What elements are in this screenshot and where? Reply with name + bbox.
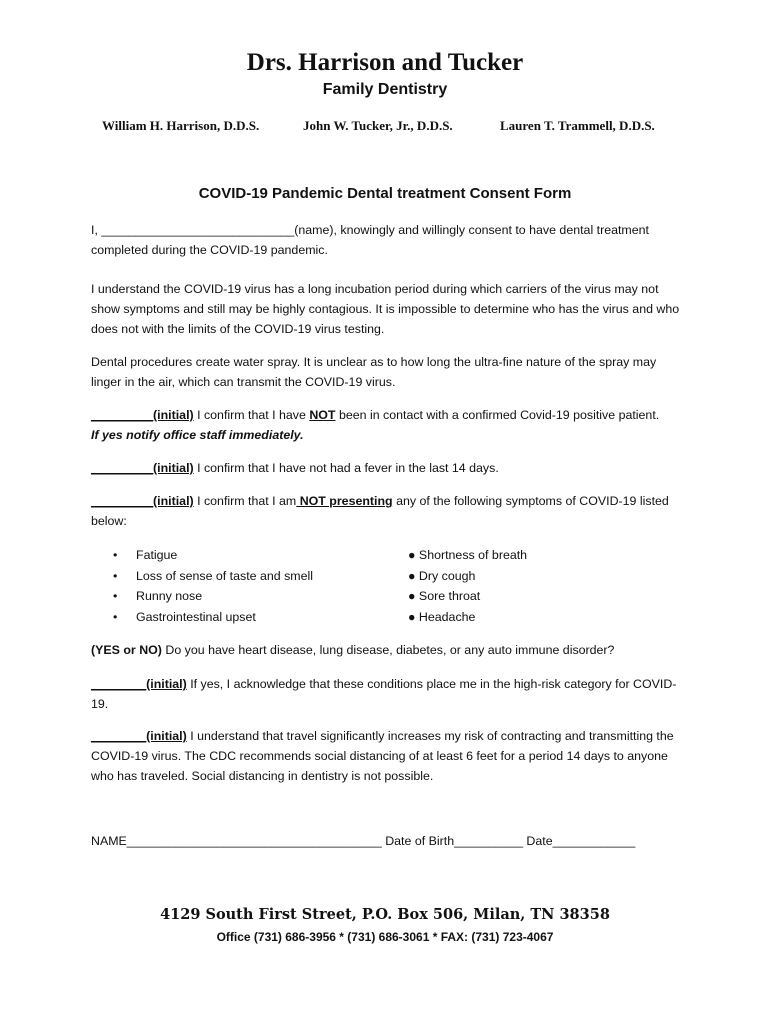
bullet-icon: • [113,610,118,625]
bullet-icon: • [113,568,118,583]
initial-label: (initial) [153,494,194,508]
high-risk-text: If yes, I acknowledge that these conditions place me in the high-risk category for COVID-19. [91,677,677,711]
initial-blank[interactable]: _________ [91,408,154,422]
symptom-list-left [91,545,313,628]
symptoms-emphasis: NOT presenting [296,494,393,508]
consent-line: completed during the COVID-19 pandemic. [91,243,328,257]
incubation-paragraph: I understand the COVID-19 virus has a long incubation period during which carriers of the virus may not show symptoms and still may be highly contagious. It is impossible to determine who has the virus and who does not with the limits of the COVID-19 virus testing. [91,282,680,336]
fever-text: I confirm that I have not had a fever in the last 14 days. [193,461,499,475]
high-risk-acknowledgement [91,674,681,714]
spray-paragraph: Dental procedures create water spray. It is unclear as to how long the ultra-fine nature of the spray may linger in the air, which can transmit the COVID-19 virus. [91,355,657,389]
list-item: • Fatigue [91,545,313,566]
practice-phones: Office (731) 686-3956 * (731) 686-3061 * FAX: (731) 723-4067 [216,930,554,944]
contact-confirmation [91,405,681,445]
doctor-list [0,118,770,138]
consent-line: I, ____________________________(name), knowingly and willingly consent to have dental treatment [91,223,649,237]
doctor-name: John W. Tucker, Jr., D.D.S. [303,118,453,133]
contact-emphasis: NOT [309,408,336,422]
practice-subtitle: Family Dentistry [322,81,448,98]
list-item: • Loss of sense of taste and smell [91,566,313,587]
consent-statement [91,220,681,260]
form-title: COVID-19 Pandemic Dental treatment Consent Form [198,185,572,202]
initial-label: (initial) [146,677,187,691]
initial-blank[interactable]: ________ [91,729,147,743]
initial-blank[interactable]: _________ [91,461,154,475]
list-item: ● Dry cough [408,568,476,583]
symptoms-text: any of the following symptoms of COVID-19 listed below: [91,494,669,528]
list-item: ● Shortness of breath [408,548,528,562]
initial-blank[interactable]: ________ [91,677,147,691]
initial-blank[interactable]: _________ [91,494,154,508]
list-item: ● Sore throat [408,589,481,604]
bullet-icon: • [113,589,118,604]
signature-line[interactable]: NAME_____________________________________ Date of Birth__________ Date____________ [91,834,636,848]
list-item: • Runny nose [91,586,313,607]
contact-text: been in contact with a confirmed Covid-19 positive patient. [335,408,660,422]
symptom-list-right [408,545,527,628]
bullet-icon: • [113,548,118,562]
fever-confirmation [91,458,681,478]
conditions-question [91,640,681,660]
list-item: ● Headache [408,610,476,625]
travel-text: I understand that travel significantly increases my risk of contracting and transmitting the COVID-19 virus. The CDC recommends social distancing of at least 6 feet for a period 14 days to anyone who has traveled. Social distancing in dentistry is not possible. [91,729,674,783]
practice-address: 4129 South First Street, P.O. Box 506, Milan, TN 38358 [160,906,610,923]
yes-no-choice[interactable]: (YES or NO) [91,643,162,657]
initial-label: (initial) [146,729,187,743]
doctor-name: Lauren T. Trammell, D.D.S. [500,118,655,133]
travel-acknowledgement [91,726,681,786]
doctor-name: William H. Harrison, D.D.S. [102,118,260,133]
conditions-text: Do you have heart disease, lung disease, diabetes, or any auto immune disorder? [161,643,615,657]
symptoms-confirmation [91,491,681,531]
initial-label: (initial) [153,408,194,422]
list-item: • Gastrointestinal upset [91,607,313,628]
practice-name: Drs. Harrison and Tucker [246,49,524,76]
initial-label: (initial) [153,461,194,475]
contact-note: If yes notify office staff immediately. [91,428,304,442]
symptoms-text: I confirm that I am [193,494,297,508]
contact-text: I confirm that I have [193,408,310,422]
